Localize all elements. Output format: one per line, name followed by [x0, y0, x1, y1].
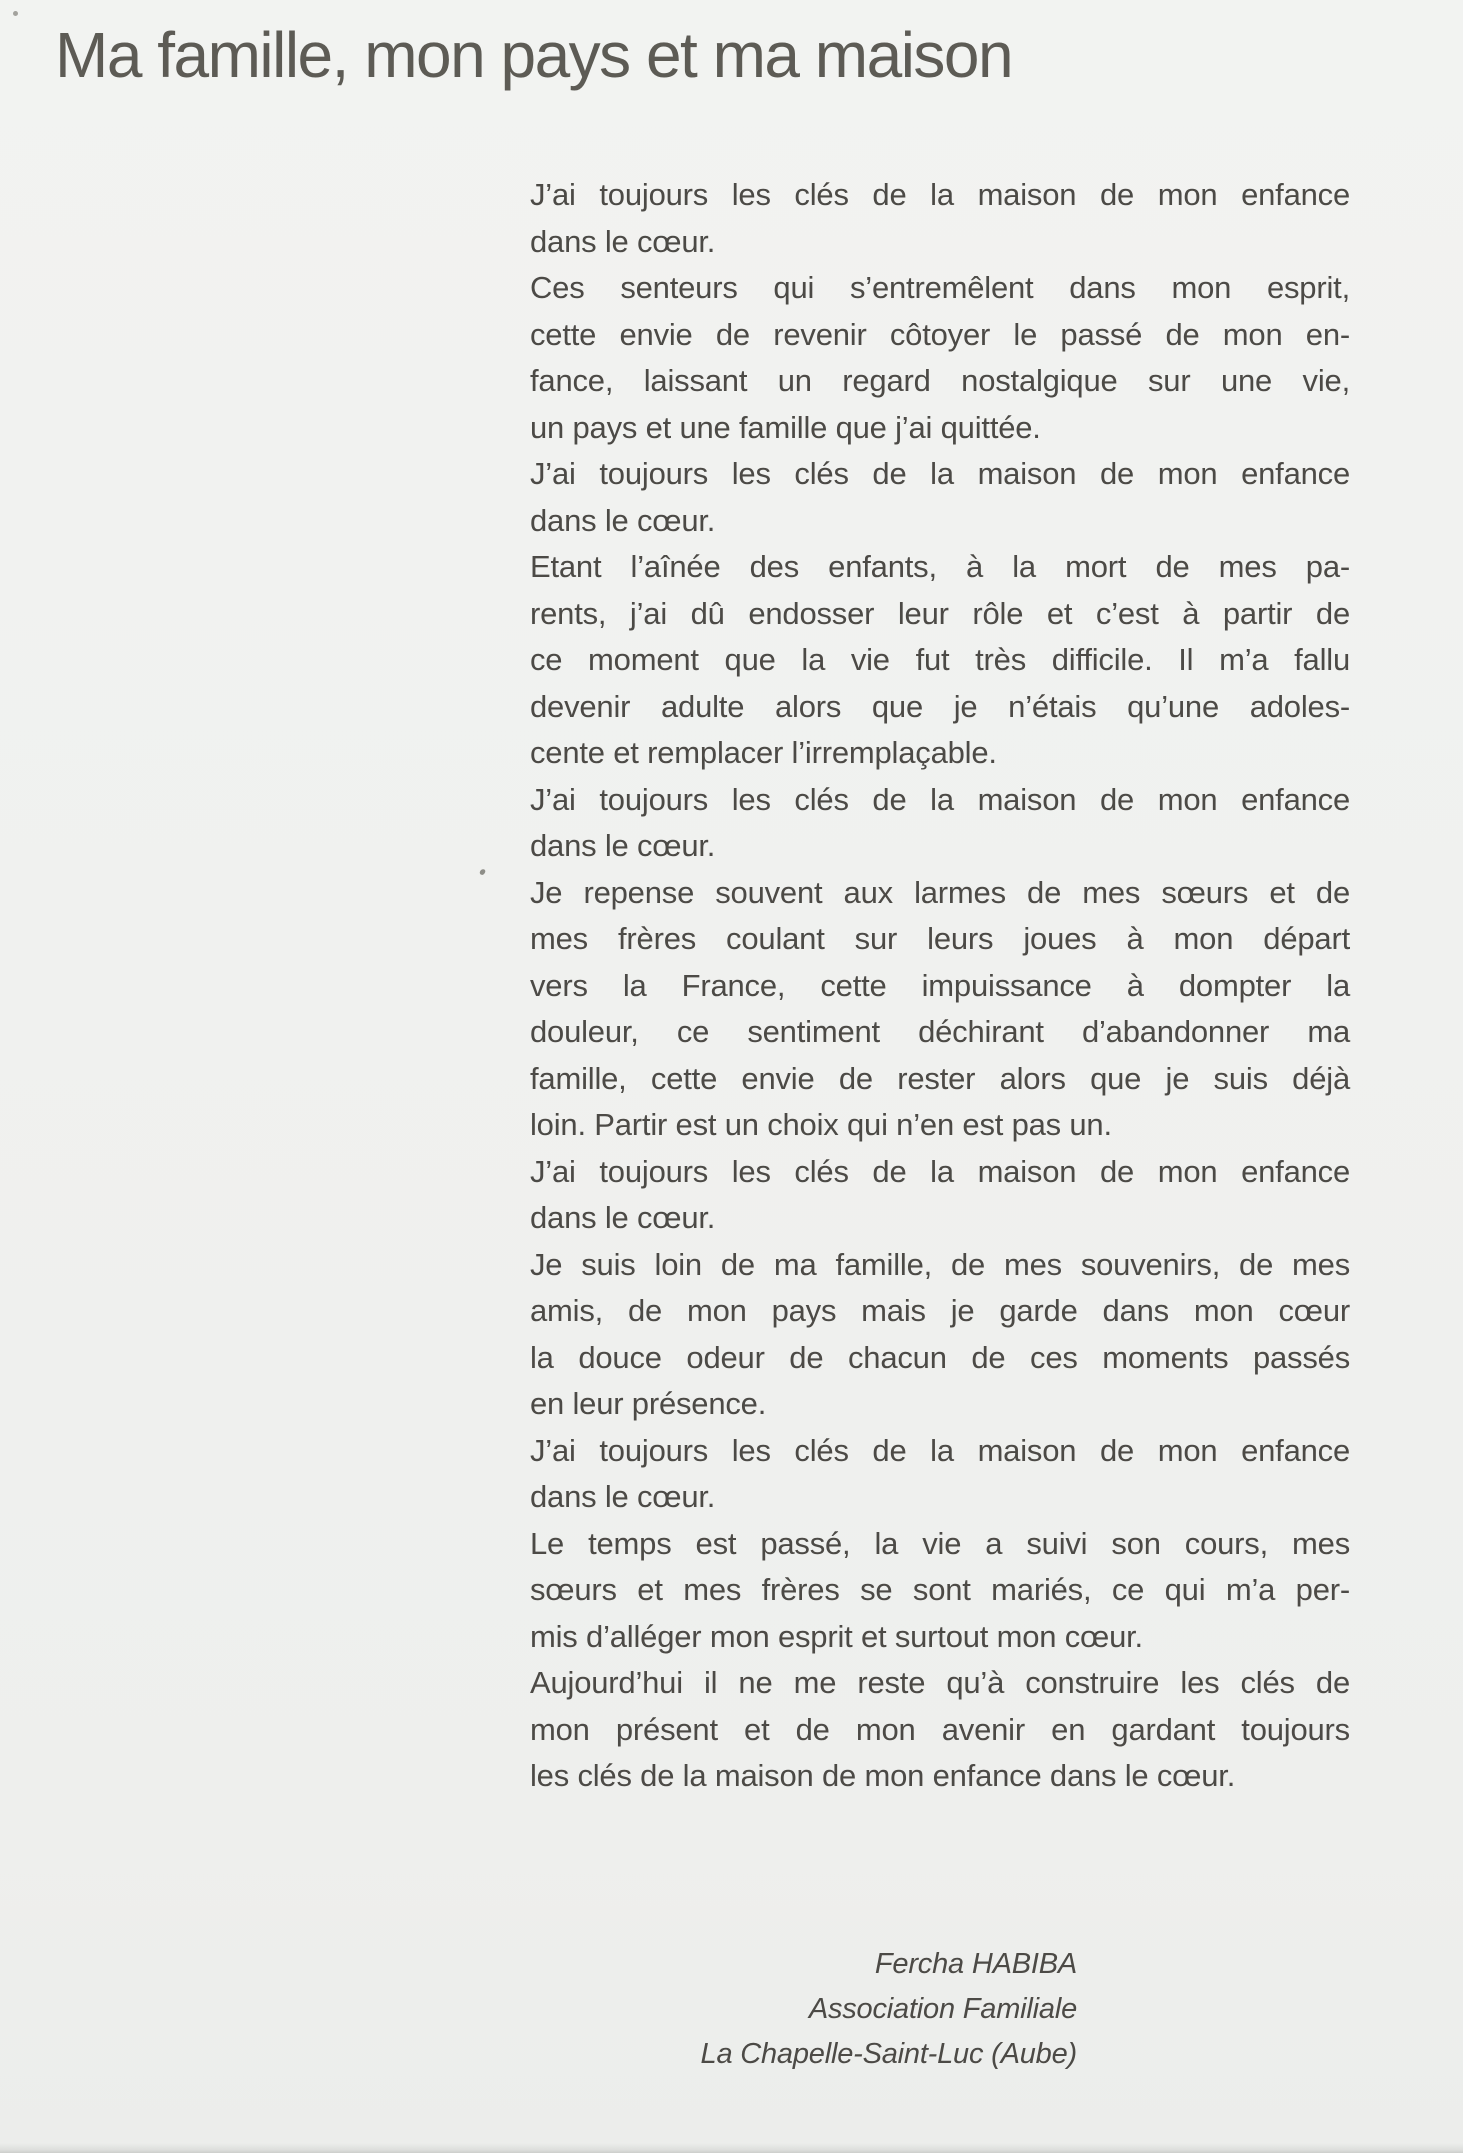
signature-block	[701, 1942, 1077, 2077]
poem-line: mes frères coulant sur leurs joues à mon départ	[530, 921, 1350, 956]
signature-author: Fercha HABIBA	[874, 1948, 1077, 1980]
poem-line: famille, cette envie de rester alors que je suis déjà	[530, 1060, 1350, 1096]
poem-line: rents, j’ai dû endosser leur rôle et c’est à partir de	[530, 595, 1350, 631]
poem-line: J’ai toujours les clés de la maison de mon enfance	[530, 177, 1350, 212]
page-title: Ma famille, mon pays et ma maison	[55, 19, 1013, 91]
poem-line: sœurs et mes frères se sont mariés, ce qui m’a per-	[530, 1572, 1350, 1607]
poem-line: dans le cœur.	[530, 1479, 716, 1514]
poem-line: cente et remplacer l’irremplaçable.	[530, 735, 997, 770]
poem-line: mon présent et de mon avenir en gardant toujours	[530, 1711, 1350, 1747]
poem-line: en leur présence.	[530, 1386, 767, 1421]
poem-line: dans le cœur.	[530, 223, 716, 259]
poem-text	[530, 172, 1350, 1800]
poem-line: loin. Partir est un choix qui n’en est pas un.	[530, 1107, 1112, 1142]
poem-line: Etant l’aînée des enfants, à la mort de mes pa-	[530, 549, 1350, 584]
poem-line: un pays et une famille que j’ai quittée.	[530, 409, 1041, 445]
poem-line: Aujourd’hui il ne me reste qu’à construire les clés de	[530, 1665, 1350, 1700]
poem-line: cette envie de revenir côtoyer le passé de mon en-	[530, 316, 1350, 352]
poem-line: dans le cœur.	[530, 502, 716, 538]
poem-line: J’ai toujours les clés de la maison de mon enfance	[530, 456, 1350, 491]
poem-line: Je suis loin de ma famille, de mes souvenirs, de mes	[530, 1246, 1350, 1282]
poem-line: mis d’alléger mon esprit et surtout mon cœur.	[530, 1618, 1143, 1654]
scan-speck	[479, 868, 486, 876]
poem-line: dans le cœur.	[530, 1200, 716, 1235]
signature-location: La Chapelle-Saint-Luc (Aube)	[700, 2038, 1077, 2070]
poem-line: dans le cœur.	[530, 828, 716, 863]
poem-line: Je repense souvent aux larmes de mes sœurs et de	[530, 874, 1350, 910]
poem-line: douleur, ce sentiment déchirant d’abandonner ma	[530, 1014, 1350, 1049]
poem-line: fance, laissant un regard nostalgique sur une vie,	[530, 363, 1350, 398]
poem-line: les clés de la maison de mon enfance dans le cœur.	[530, 1758, 1236, 1793]
poem-line: vers la France, cette impuissance à dompter la	[530, 967, 1350, 1003]
poem-line: J’ai toujours les clés de la maison de mon enfance	[530, 781, 1350, 817]
scan-speck	[13, 11, 18, 16]
poem-line: amis, de mon pays mais je garde dans mon cœur	[530, 1293, 1350, 1328]
poem-line: J’ai toujours les clés de la maison de mon enfance	[530, 1432, 1350, 1468]
poem-line: devenir adulte alors que je n’étais qu’une adoles-	[530, 688, 1350, 724]
poem-line: Ces senteurs qui s’entremêlent dans mon esprit,	[530, 270, 1350, 305]
page-showthrough	[60, 679, 479, 701]
poem-line: Le temps est passé, la vie a suivi son cours, mes	[530, 1525, 1350, 1561]
signature-organization: Association Familiale	[808, 1993, 1077, 2025]
poem-line: ce moment que la vie fut très difficile. Il m’a fallu	[530, 642, 1350, 677]
poem-line: la douce odeur de chacun de ces moments passés	[530, 1339, 1350, 1375]
poem-line: J’ai toujours les clés de la maison de mon enfance	[530, 1153, 1350, 1189]
